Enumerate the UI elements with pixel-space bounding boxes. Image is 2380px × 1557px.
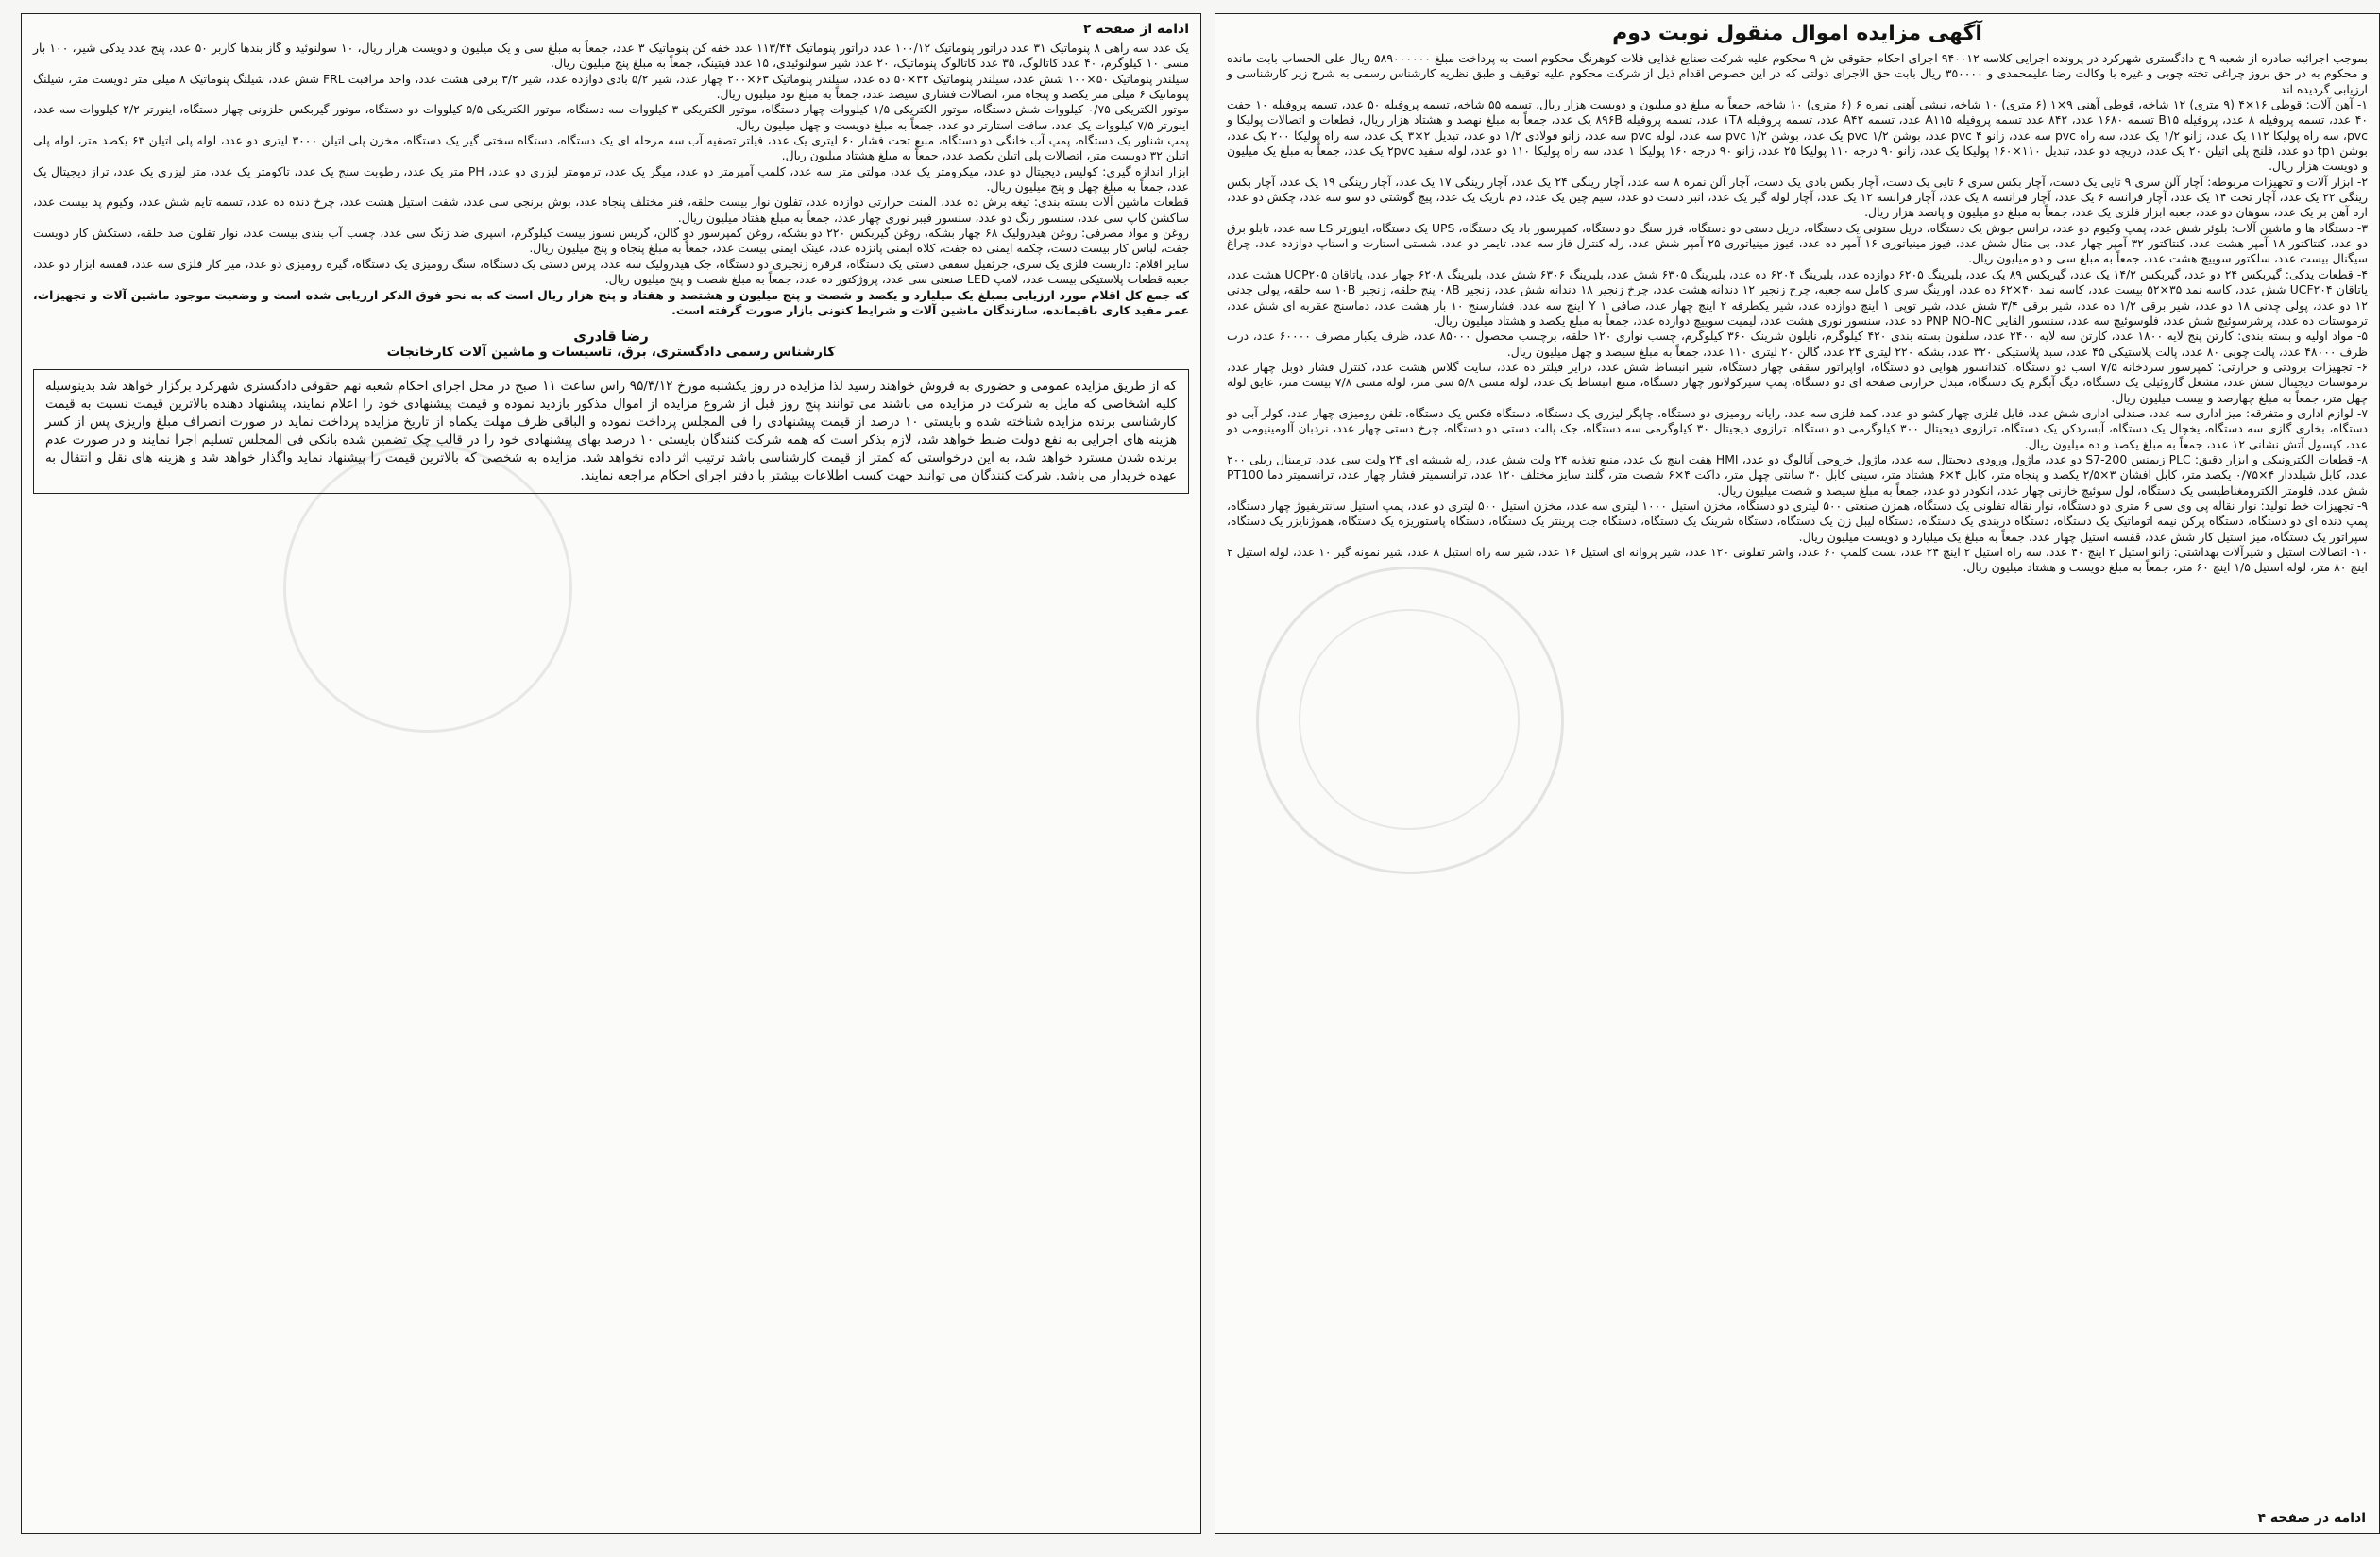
paragraph: ۵- مواد اولیه و بسته بندی: کارتن پنج لایه ۱۸۰۰ عدد، کارتن سه لایه ۲۴۰۰ عدد، سلفون بسته بندی ۴۲۰ کیلوگرم، نایلون شرینک ۳۶۰ کیلوگرم، چسب نواری ۱۲۰ حلقه، برچسب محصول ۸۵۰۰۰ عدد، ظرف یکبار مصرف ۶۰۰۰۰ عدد، درب ظرف ۴۸۰۰۰ عدد، پالت چوبی ۸۰ عدد، پالت پلاستیکی ۴۵ عدد، سبد پلاستیکی ۳۲۰ عدد، بشکه ۲۲۰ لیتری ۲۴ عدد، گالن ۲۰ لیتری ۱۱۰ عدد، جمعاً به مبلغ سیصد و چهل میلیون ریال. (1227, 329, 2368, 359)
paragraph: ۳- دستگاه ها و ماشین آلات: بلوئر شش عدد، پمپ وکیوم دو عدد، ترانس جوش یک دستگاه، دریل ستونی یک دستگاه، دریل دستی دو دستگاه، فرز سنگ دو دستگاه، کمپرسور باد یک دستگاه، UPS یک دستگاه، اینورتر LS سه عدد، تابلو برق دو عدد، کنتاکتور ۱۸ آمپر هشت عدد، کنتاکتور ۳۲ آمپر چهار عدد، بی متال شش عدد، فیوز مینیاتوری ۱۶ آمپر ده عدد، فیوز مینیاتوری ۲۵ آمپر شش عدد، رله کنترل فاز سه عدد، تایمر دو عدد، شستی استارت و استاپ دوازده عدد، چراغ سیگنال بیست عدد، سلکتور سوییچ هشت عدد، جمعاً به مبلغ سی و دو میلیون ریال. (1227, 220, 2368, 266)
signature-block (33, 328, 1189, 360)
paragraph: یک عدد سه راهی ۸ پنوماتیک ۳۱ عدد دراتور پنوماتیک ۱۰۰/۱۲ عدد دراتور پنوماتیک ۱۱۳/۴۴ عدد خفه کن پنوماتیک ۳ عدد، جمعاً به مبلغ سی و یک میلیون و دویست هزار ریال، ۱۰ سولنوئید و گاز بندها کاربر ۵۰ عدد، پنج عدد یدکی شیر، ۱۰۰ بار مسی ۱۰ کیلوگرم، ۴۰ عدد کاتالوگ، ۳۵ عدد کاتالوگ پنوماتیک، ۲۰ عدد شیر سولنوئیدی، ۱۵ عدد فیتینگ، جمعاً به مبلغ پنج میلیون ریال. (33, 41, 1189, 71)
auction-terms-box (33, 369, 1189, 494)
paragraph: ۹- تجهیزات خط تولید: نوار نقاله پی وی سی ۶ متری دو دستگاه، نوار نقاله تفلونی یک دستگاه، همزن صنعتی ۵۰۰ لیتری دو دستگاه، مخزن استیل ۱۰۰۰ لیتری سه عدد، مخزن استیل ۵۰۰ لیتری دو عدد، پمپ استیل سانتریفیوژ چهار دستگاه، پمپ دنده ای دو دستگاه، دستگاه پرکن نیمه اتوماتیک یک دستگاه، دستگاه دربندی یک دستگاه، دستگاه لیبل زن یک دستگاه، دستگاه شرینک یک دستگاه، دستگاه جت پرینتر یک دستگاه، دستگاه پاستوریزه یک دستگاه، هموژنایزر یک دستگاه، سپراتور یک دستگاه، میز استیل کار شش عدد، قفسه استیل چهار عدد، جمعاً به مبلغ یک میلیارد و دویست میلیون ریال. (1227, 498, 2368, 544)
notice-body-right (1227, 51, 2368, 576)
notice-body-left (33, 41, 1189, 318)
continued-on-label: ادامه در صفحه ۴ (2257, 1511, 2366, 1526)
signer-role: کارشناس رسمی دادگستری، برق، تاسیسات و ماشین آلات کارخانجات (386, 345, 836, 361)
signer-name: رضا قادری (573, 328, 649, 346)
paragraph: سایر اقلام: داربست فلزی یک سری، جرثقیل سقفی دستی یک دستگاه، قرقره زنجیری دو دستگاه، جک هیدرولیک سه عدد، پرس دستی یک دستگاه، سنگ رومیزی یک دستگاه، گیره رومیزی دو عدد، میز کار فلزی سه عدد، قفسه ابزار دو عدد، جعبه قطعات پلاستیکی بیست عدد، لامپ LED صنعتی سی عدد، پروژکتور ده عدد، جمعاً به مبلغ شصت و پنج میلیون ریال. (33, 256, 1189, 287)
paragraph: ۱- آهن آلات: قوطی ۱۶×۴ (۹ متری) ۱۲ شاخه، قوطی آهنی ۹×۱ (۶ متری) ۱۰ شاخه، نبشی آهنی نمره ۶ (۶ متری) ۱۰ شاخه، جمعاً به مبلغ دو میلیون و دویست هزار ریال، تسمه ۵۵ شاخه، تسمه پروفیله ۵۰ عدد، تسمه پروفیله ۱۰ جفت ۴۰ عدد، تسمه پروفیله ۸ عدد، پروفیله B۱۵ تسمه ۱۶۸۰ عدد، ۸۴۲ عدد تسمه پروفیله A۱۱۵ عدد، تسمه A۴۲ عدد، تسمه پروفیله ۱T۸ عدد، تسمه پروفیله ۸۹۶B یک عدد، جمعاً به مبلغ نهصد و هشتاد هزار ریال، قطعات و اتصالات پولیکا و pvc، سه راه پولیکا ۱۱۲ یک عدد، زانو ۱/۲ یک عدد، سه راه pvc سه عدد، زانو pvc ۴ عدد، بوشن ۱/۲ pvc یک عدد، بوشن ۱/۲ pvc سه عدد، لوله pvc سه عدد، زانو فولادی ۱/۲ دو عدد، تبدیل ۲×۳ یک عدد، سه راه پولیکا ۲۰۰ یک عدد، بوشن tp۱ دو عدد، فلنج پلی اتیلن ۲۰ یک عدد، دریچه دو عدد، تبدیل ۱۱۰×۱۶۰ پولیکا یک عدد، زانو ۹۰ درجه ۱۱۰ پولیکا ۲۵ عدد، زانو ۹۰ درجه ۱۶۰ پولیکا ۱ عدد، سه راه پولیکا ۱۱۰ دو عدد، لوله سفید ۲pvc یک عدد، جمعاً به مبلغ یک میلیون و دویست هزار ریال. (1227, 97, 2369, 174)
notice-right-column (1215, 13, 2380, 1534)
paragraph: ابزار اندازه گیری: کولیس دیجیتال دو عدد، میکرومتر یک عدد، مولتی متر سه عدد، کلمپ آمپرمتر دو عدد، میگر یک عدد، ترمومتر لیزری دو عدد، PH متر یک عدد، رطوبت سنج یک عدد، تاکومتر یک عدد، متر لیزری یک عدد، تراز دیجیتال یک عدد، جمعاً به مبلغ چهل و پنج میلیون ریال. (33, 163, 1189, 195)
paragraph: پمپ شناور یک دستگاه، پمپ آب خانگی دو دستگاه، منبع تحت فشار ۶۰ لیتری یک عدد، فیلتر تصفیه آب سه مرحله ای یک دستگاه، دستگاه سختی گیر یک دستگاه، مخزن پلی اتیلن ۳۰۰۰ لیتری دو عدد، لوله پلی اتیلن ۶۳ یکصد متر، لوله پلی اتیلن ۳۲ دویست متر، اتصالات پلی اتیلن یکصد عدد، جمعاً به مبلغ هشتاد میلیون ریال. (33, 133, 1189, 163)
paragraph: قطعات ماشین آلات بسته بندی: تیغه برش ده عدد، المنت حرارتی دوازده عدد، تفلون نوار بیست حلقه، فنر مختلف پنجاه عدد، بوش برنجی سی عدد، شفت استیل هشت عدد، چرخ دنده ده عدد، تسمه تایم شش عدد، وکیوم پد بیست عدد، ساکشن کاپ سی عدد، سنسور رنگ دو عدد، سنسور فیبر نوری چهار عدد، جمعاً به مبلغ هفتاد میلیون ریال. (33, 195, 1189, 225)
paragraph: سیلندر پنوماتیک ۵۰×۱۰۰ شش عدد، سیلندر پنوماتیک ۳۲×۵۰ ده عدد، سیلندر پنوماتیک ۶۳×۲۰۰ چهار عدد، شیر ۵/۲ بادی دوازده عدد، شیر ۳/۲ برقی هشت عدد، واحد مراقبت FRL شش عدد، شیلنگ پنوماتیک ۸ میلی متر دویست متر، شیلنگ پنوماتیک ۶ میلی متر یکصد و پنجاه متر، اتصالات فشاری سیصد عدد، جمعاً به مبلغ نود میلیون ریال. (33, 71, 1189, 102)
paragraph: روغن و مواد مصرفی: روغن هیدرولیک ۶۸ چهار بشکه، روغن گیربکس ۲۲۰ دو بشکه، روغن کمپرسور دو گالن، گریس نسوز بیست کیلوگرم، اسپری ضد زنگ سی عدد، چسب آب بندی بیست عدد، نوار تفلون صد حلقه، دستکش کار دویست جفت، لباس کار بیست دست، چکمه ایمنی ده جفت، کلاه ایمنی پانزده عدد، عینک ایمنی بیست عدد، جمعاً به مبلغ پنجاه و پنج میلیون ریال. (33, 226, 1189, 256)
paragraph: ۲- ابزار آلات و تجهیزات مربوطه: آچار آلن سری ۹ تایی یک دست، آچار بکس سری ۶ تایی یک دست، آچار بکس بادی یک دست، آچار آلن نمره ۸ سه عدد، آچار رینگی ۲۴ یک عدد، آچار رینگی ۱۷ یک عدد، آچار رینگی ۱۹ یک عدد، آچار بکس رینگی ۲۲ یک عدد، آچار تخت ۱۴ یک عدد، آچار فرانسه ۶ یک عدد، آچار فرانسه ۸ یک عدد، آچار فرانسه ۱۲ یک عدد، آچار لوله گیر یک عدد، انبر دست دو عدد، سیم چین یک عدد، دم باریک یک عدد، پیچ گوشتی دو سو سه عدد، چکش دو عدد، اره آهن بر یک عدد، سوهان دو عدد، جعبه ابزار فلزی یک عدد، جمعاً به مبلغ دو میلیون و پانصد هزار ریال. (1227, 174, 2369, 220)
continued-from-label: ادامه از صفحه ۲ (1082, 22, 1189, 37)
paragraph: ۷- لوازم اداری و متفرقه: میز اداری سه عدد، صندلی اداری شش عدد، فایل فلزی چهار کشو دو عدد، کمد فلزی سه عدد، رایانه رومیزی دو دستگاه، چاپگر لیزری یک دستگاه، دستگاه فکس یک دستگاه، تلفن رومیزی چهار عدد، کولر آبی دو دستگاه، بخاری گازی سه دستگاه، یخچال یک دستگاه، آبسردکن یک دستگاه، ترازوی دیجیتال ۳۰۰ کیلوگرمی دو دستگاه، ترازوی دیجیتال ۳۰ کیلوگرمی سه دستگاه، جک پالت دستی دو دستگاه، چرخ دستی چهار عدد، نردبان آلومینیومی دو عدد، کپسول آتش نشانی ۱۲ عدد، جمعاً به مبلغ یکصد و ده میلیون ریال. (1227, 405, 2368, 451)
paragraph: موتور الکتریکی ۰/۷۵ کیلووات شش دستگاه، موتور الکتریکی ۱/۵ کیلووات چهار دستگاه، موتور الکتریکی ۳ کیلووات سه دستگاه، موتور الکتریکی ۵/۵ کیلووات دو دستگاه، موتور گیربکس حلزونی چهار دستگاه، اینورتر ۲/۲ کیلووات سه عدد، اینورتر ۷/۵ کیلووات یک عدد، سافت استارتر دو عدد، جمعاً به مبلغ دویست و چهل میلیون ریال. (33, 102, 1189, 132)
notice-title: آگهی مزایده اموال منقول نوبت دوم (1612, 22, 1982, 45)
paragraph: ۶- تجهیزات برودتی و حرارتی: کمپرسور سردخانه ۷/۵ اسب دو دستگاه، کندانسور هوایی دو دستگاه، اواپراتور سقفی چهار دستگاه، شیر انبساط شش عدد، درایر فیلتر ده عدد، سایت گلاس هشت عدد، کنترل فشار دوبل چهار عدد، ترموستات دیجیتال شش عدد، مشعل گازوئیلی یک دستگاه، دیگ آبگرم یک دستگاه، مبدل حرارتی صفحه ای دو دستگاه، پمپ سیرکولاتور چهار دستگاه، منبع انبساط یک عدد، لوله مسی ۵/۸ سی متر، لوله مسی ۷/۸ بیست متر، عایق لوله چهل متر، جمعاً به مبلغ چهارصد و بیست میلیون ریال. (1227, 359, 2368, 405)
paragraph: ۴- قطعات یدکی: گیربکس ۲۴ دو عدد، گیربکس ۱۴/۲ یک عدد، گیربکس ۸۹ یک عدد، بلبرینگ ۶۲۰۵ دوازده عدد، بلبرینگ ۶۲۰۴ ده عدد، بلبرینگ ۶۳۰۵ شش عدد، بلبرینگ ۶۳۰۶ شش عدد، بلبرینگ ۶۲۰۸ چهار عدد، یاتاقان UCP۲۰۵ هشت عدد، یاتاقان UCF۲۰۴ شش عدد، کاسه نمد ۳۵×۵۲ بیست عدد، کاسه نمد ۴۰×۶۲ ده عدد، اورینگ سری کامل سه جعبه، چرخ زنجیر ۱۲ دندانه هشت عدد، چرخ زنجیر ۱۸ دندانه شش عدد، زنجیر ۰۸B پنج حلقه، زنجیر ۱۰B سه حلقه، پولی چدنی ۱۲ دو عدد، پولی چدنی ۱۸ دو عدد، شیر برقی ۱/۲ ده عدد، شیر برقی ۳/۴ شش عدد، شیر توپی ۱ اینچ دوازده عدد، شیر یکطرفه ۲ اینچ چهار عدد، صافی Y ۱ اینچ سه عدد، فشارسنج ۱۰ بار هشت عدد، دماسنج عقربه ای شش عدد، ترموستات ده عدد، پرشرسوئیچ شش عدد، فلوسوئیچ سه عدد، سنسور القایی PNP NO-NC ده عدد، سنسور نوری هشت عدد، لیمیت سوییچ دوازده عدد، جمعاً به مبلغ یکصد و هشتاد میلیون ریال. (1227, 266, 2369, 328)
auction-terms-text: که از طریق مزایده عمومی و حضوری به فروش خواهند رسید لذا مزایده در روز یکشنبه مورخ ۹۵/۳/۱۲ راس ساعت ۱۱ صبح در محل اجرای احکام شعبه نهم حقوقی دادگستری شهرکرد برگزار خواهد شد بدینوسیله کلیه اشخاصی که مایل به شرکت در مزایده می باشند می توانند پنج روز قبل از شروع مزایده از اموال مذکور بازدید نموده و قیمت پیشنهادی خود را اعلام نمایند، پیشنهاد دهنده بالاترین قیمت نسبت به قیمت کارشناسی برنده مزایده شناخته شده و بایستی ۱۰ درصد از قیمت پیشنهادی را فی المجلس پرداخت نموده و الباقی ظرف مهلت یکماه از تاریخ مزایده پرداخت نماید در صورت انصراف مبلغ واریزی پس از کسر هزینه های اجرایی به نفع دولت ضبط خواهد شد، لازم بذکر است که همه شرکت کنندگان بایستی ۱۰ درصد بهای پیشنهادی خود را در قالب چک تضمین شده بانکی فی المجلس تسلیم اجرا نمایند و در صورت عدم برنده شدن مسترد خواهد شد، به این درخواستی که کمتر از قیمت کارشناسی باشد ترتیب اثر داده نخواهد شد. مزایده به شخصی که بالاترین قیمت را پیشنهاد نماید واگذار خواهد شد و هزینه های نقل و انتقال به عهده خریدار می باشد. شرکت کنندگان می توانند جهت کسب اطلاعات بیشتر با دفتر اجرای احکام مراجعه نمایند. (45, 379, 1177, 484)
paragraph: ۱۰- اتصالات استیل و شیرآلات بهداشتی: زانو استیل ۲ اینچ ۴۰ عدد، سه راه استیل ۲ اینچ ۲۴ عدد، بست کلمپ ۶۰ عدد، واشر تفلونی ۱۲۰ عدد، شیر پروانه ای استیل ۱۶ عدد، شیر سه راه استیل ۸ عدد، شیر نمونه گیر ۱۰ عدد، لوله استیل ۲ اینچ ۸۰ متر، لوله استیل ۱/۵ اینچ ۶۰ متر، جمعاً به مبلغ دویست و هشتاد میلیون ریال. (1227, 545, 2369, 575)
summary-paragraph: که جمع کل اقلام مورد ارزیابی بمبلغ یک میلیارد و یکصد و شصت و پنج میلیون و هشتصد و هفتاد و پنج هزار ریال است که به نحو فوق الذکر ارزیابی شده است و وضعیت موجود ماشین آلات و تجهیزات، عمر مفید کاری باقیمانده، سازندگان ماشین آلات و شرایط کنونی بازار صورت گرفته است. (33, 287, 1189, 317)
notice-left-column (21, 13, 1201, 1534)
notice-intro: بموجب اجرائیه صادره از شعبه ۹ ح دادگستری شهرکرد در پرونده اجرایی کلاسه ۹۴۰۰۱۲ اجرای احکام حقوقی ش ۹ محکوم علیه شرکت صنایع غذایی فلات کوهرنگ محکوم است به پرداخت مبلغ ۵۸۹۰۰۰۰۰۰ ریال علی الحساب بابت مانده و محکوم به در حق بروز چراغی تخته چوبی و غیره با وکالت رضا علیمحمدی و ۳۵۰۰۰۰ ریال بابت حق الاجرای دولتی که در این خصوص اقدام ذیل از شرکت محکوم علیه توقیف و طبق نظریه کارشناس رسمی به شرح زیر کارشناسی و ارزیابی گردیده اند (1227, 51, 2368, 96)
paragraph: ۸- قطعات الکترونیکی و ابزار دقیق: PLC زیمنس S7-200 دو عدد، ماژول ورودی دیجیتال سه عدد، ماژول خروجی آنالوگ دو عدد، HMI هفت اینچ یک عدد، منبع تغذیه ۲۴ ولت شش عدد، رله شیشه ای ۲۴ ولت سی عدد، ترمینال ریلی ۲۰۰ عدد، کابل شیلددار ۴×۰/۷۵ یکصد متر، کابل افشان ۳×۲/۵ یکصد و پنجاه متر، کابل ۴×۶ هشتاد متر، سینی کابل ۳۰ سانتی چهل متر، داکت ۴×۶ شصت متر، گلند سایز مختلف ۱۲۰ عدد، ترانسمیتر فشار چهار عدد، ترانسمیتر دما PT100 شش عدد، فلومتر الکترومغناطیسی یک دستگاه، لول سوئیچ خازنی چهار عدد، انکودر دو عدد، جمعاً به مبلغ سیصد و شصت میلیون ریال. (1227, 451, 2369, 498)
